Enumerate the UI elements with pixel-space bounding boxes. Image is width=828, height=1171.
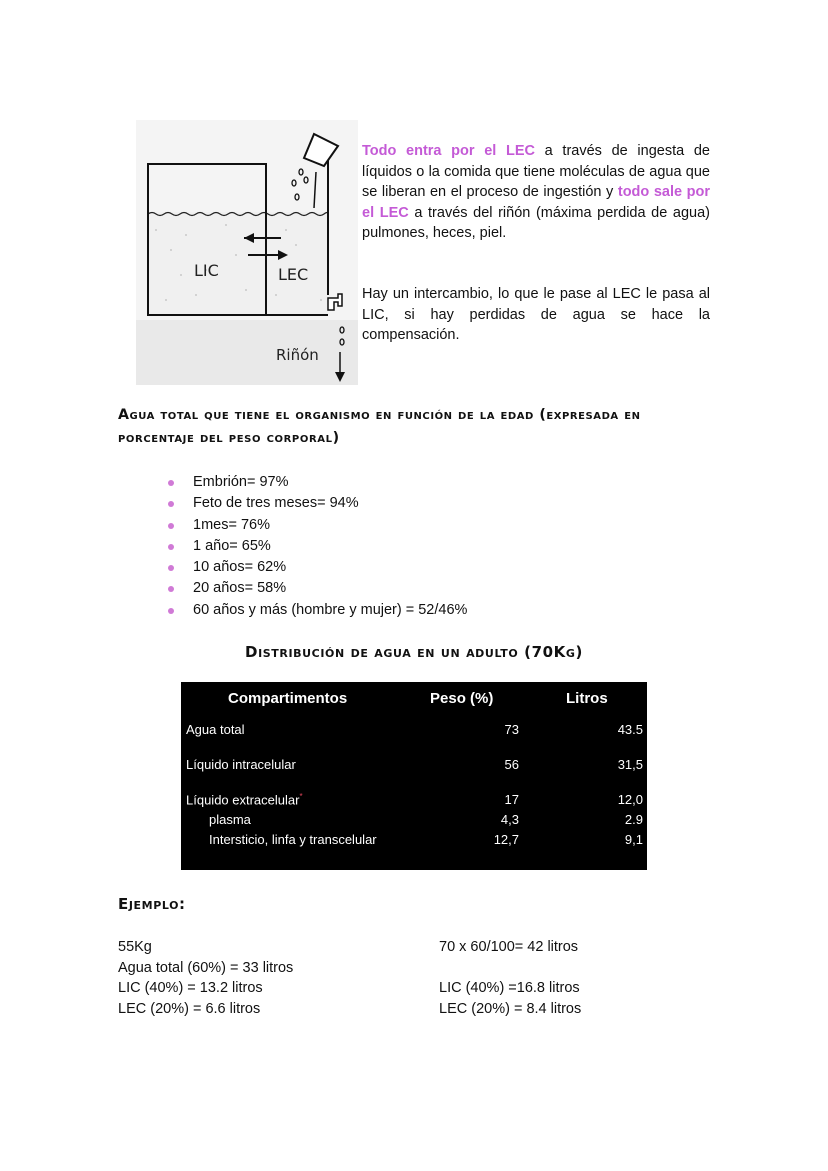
intro-paragraph-2: Hay un intercambio, lo que le pase al LEC le pasa al LIC, si hay perdidas de agua se hace la compensación. <box>362 286 710 343</box>
lec-label: LEC <box>278 265 309 284</box>
intro-text-1: a través de ingesta de líquidos o la comida que tiene moléculas de agua que se liberan en el proceso de ingestión y <box>362 143 710 200</box>
example-line: LEC (20%) = 8.4 litros <box>439 1000 582 1017</box>
lic-lec-diagram <box>136 120 358 385</box>
highlight-todo-sale: todo sale por el LEC <box>362 184 710 221</box>
example-line: Agua total (60%) = 33 litros <box>118 959 294 976</box>
section-age-title-line1: Agua total que tiene el organismo en función de la edad (expresada en <box>118 407 641 423</box>
table-cell-litros: 31,5 <box>617 757 643 772</box>
example-line: 55Kg <box>118 939 152 955</box>
water-distribution-table <box>181 682 647 870</box>
list-item: 10 años= 62% <box>168 557 588 578</box>
table-cell-litros: 12,0 <box>617 792 643 807</box>
section-age-title <box>118 404 718 450</box>
intro-text-2: a través del riñón (máxima perdida de agua) pulmones, heces, piel. <box>362 204 710 241</box>
table-cell-peso: 17 <box>504 792 519 807</box>
list-item: Embrión= 97% <box>168 472 588 493</box>
example-right-column <box>439 978 739 1019</box>
table-cell-name <box>186 792 303 807</box>
table-cell-name-text: Líquido extracelular <box>186 792 300 808</box>
example-left-column <box>118 937 418 1019</box>
highlight-todo-entra: Todo entra por el LEC <box>362 143 535 159</box>
table-cell-peso: 4,3 <box>500 812 519 827</box>
table-cell-litros: 9,1 <box>624 832 643 847</box>
example-title: Ejemplo: <box>118 895 186 913</box>
table-cell-name: plasma <box>209 812 251 827</box>
table-cell-peso: 56 <box>504 757 519 772</box>
list-item: 1mes= 76% <box>168 515 588 536</box>
table-header-litros: Litros <box>566 690 608 707</box>
example-line: LIC (40%) = 13.2 litros <box>118 980 263 996</box>
table-header-peso: Peso (%) <box>430 690 494 707</box>
example-right-first: 70 x 60/100= 42 litros <box>439 939 579 955</box>
lic-label: LIC <box>194 261 219 280</box>
table-header-compartimentos: Compartimentos <box>228 690 348 707</box>
table-cell-name: Líquido intracelular <box>186 757 296 772</box>
kidney-label: Riñón <box>276 346 319 364</box>
water-compartment-illustration <box>136 120 358 385</box>
footnote-mark: * <box>299 792 303 801</box>
table-cell-name: Intersticio, linfa y transcelular <box>209 832 377 847</box>
table-cell-litros: 43.5 <box>617 722 643 737</box>
section-distribution-title: Distribución de agua en un adulto (70Kg) <box>245 643 583 661</box>
table-cell-name: Agua total <box>186 722 245 737</box>
example-line: LIC (40%) =16.8 litros <box>439 980 580 996</box>
table-cell-litros: 2.9 <box>624 812 643 827</box>
intro-paragraph-1 <box>362 141 710 244</box>
list-item: Feto de tres meses= 94% <box>168 493 588 514</box>
section-age-title-line2: porcentaje del peso corporal) <box>118 430 340 446</box>
example-line: LEC (20%) = 6.6 litros <box>118 1000 261 1017</box>
list-item: 20 años= 58% <box>168 578 588 599</box>
table-cell-peso: 12,7 <box>493 832 519 847</box>
list-item: 60 años y más (hombre y mujer) = 52/46% <box>168 600 588 621</box>
table-cell-peso: 73 <box>504 722 519 737</box>
age-water-list <box>168 472 588 621</box>
list-item: 1 año= 65% <box>168 536 588 557</box>
